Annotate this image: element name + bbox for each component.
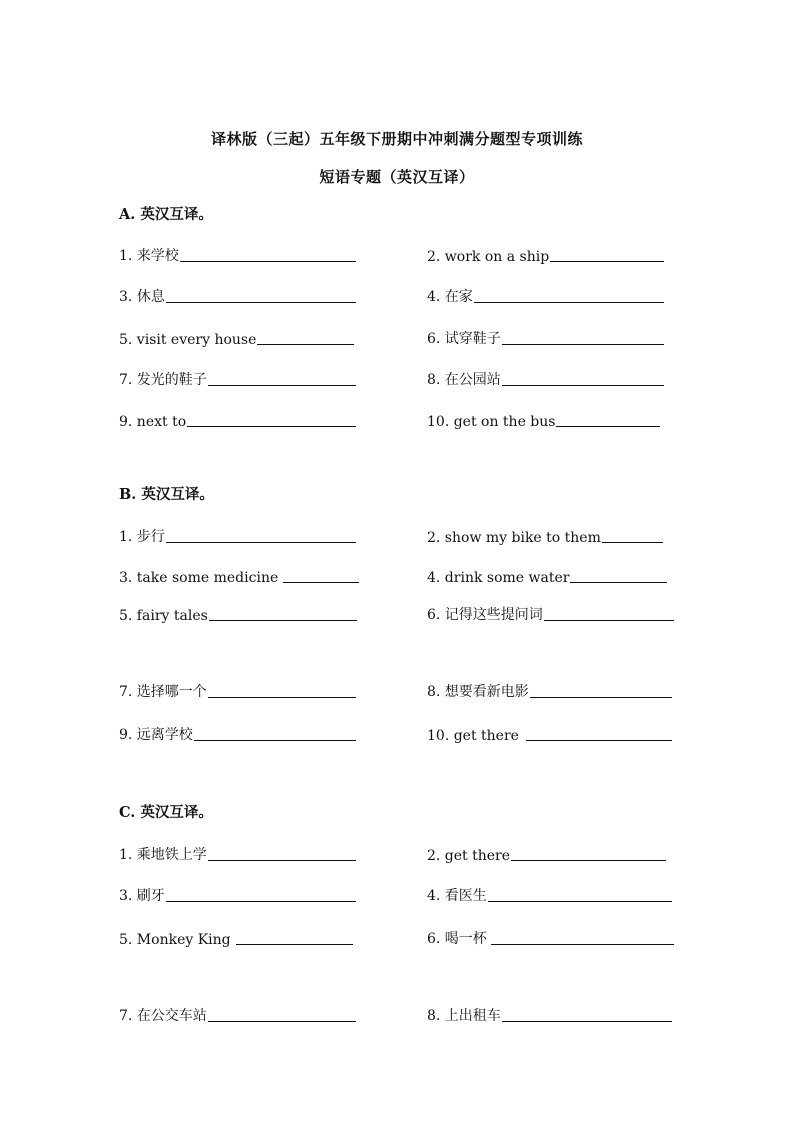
exercise-prompt: 7. 选择哪一个 (119, 684, 207, 700)
answer-blank[interactable] (166, 526, 356, 543)
exercise-prompt: 6. 试穿鞋子 (427, 331, 501, 347)
section-c-row-1 (0, 842, 794, 864)
answer-blank[interactable] (208, 369, 356, 386)
answer-blank[interactable] (208, 681, 356, 698)
exercise-prompt: 9. next to (119, 414, 187, 430)
section-a-row-5 (0, 408, 794, 430)
exercise-prompt: 1. 乘地铁上学 (119, 847, 207, 863)
exercise-item (427, 842, 666, 864)
answer-blank[interactable] (502, 369, 664, 386)
exercise-prompt: 3. 刷牙 (119, 888, 165, 904)
exercise-prompt: 6. 记得这些提问词 (427, 607, 543, 623)
exercise-item (119, 926, 353, 948)
answer-blank[interactable] (511, 844, 666, 861)
exercise-item (119, 722, 356, 744)
exercise-prompt: 9. 远离学校 (119, 727, 193, 743)
exercise-item (119, 243, 356, 265)
answer-blank[interactable] (602, 526, 663, 543)
exercise-item (119, 1003, 356, 1025)
section-a-row-3 (0, 326, 794, 348)
exercise-item (427, 284, 664, 306)
exercise-prompt: 6. 喝一杯 (427, 931, 487, 947)
exercise-item (427, 883, 672, 905)
exercise-item (119, 842, 356, 864)
exercise-prompt: 10. get on the bus (427, 414, 556, 430)
page-title: 译林版（三起）五年级下册期中冲刺满分题型专项训练 (210, 130, 583, 148)
exercise-item (427, 367, 664, 389)
answer-blank[interactable] (556, 410, 660, 427)
answer-blank[interactable] (550, 245, 664, 262)
exercise-prompt: 4. drink some water (427, 570, 570, 586)
exercise-item (427, 243, 664, 265)
section-b-row-3 (0, 602, 794, 624)
exercise-item (427, 679, 672, 701)
section-a-row-1 (0, 243, 794, 265)
section-b-heading: B. 英汉互译。 (119, 486, 214, 503)
exercise-prompt: 4. 在家 (427, 289, 473, 305)
exercise-prompt: 3. take some medicine (119, 570, 279, 586)
exercise-prompt: 4. 看医生 (427, 888, 487, 904)
exercise-item (119, 326, 354, 348)
exercise-item (427, 926, 674, 948)
answer-blank[interactable] (526, 724, 672, 741)
answer-blank[interactable] (194, 724, 356, 741)
exercise-prompt: 10. get there (427, 728, 519, 744)
answer-blank[interactable] (570, 566, 667, 583)
exercise-item (119, 564, 359, 586)
answer-blank[interactable] (180, 245, 356, 262)
exercise-item (427, 1003, 672, 1025)
section-a-row-4 (0, 367, 794, 389)
exercise-prompt: 7. 在公交车站 (119, 1008, 207, 1024)
section-b-row-1 (0, 524, 794, 546)
exercise-prompt: 1. 步行 (119, 529, 165, 545)
exercise-item (427, 602, 674, 624)
exercise-item (427, 564, 667, 586)
exercise-item (119, 524, 356, 546)
answer-blank[interactable] (166, 286, 356, 303)
exercise-item (427, 524, 663, 546)
exercise-item (119, 679, 356, 701)
section-a-row-2 (0, 284, 794, 306)
section-c-row-2 (0, 883, 794, 905)
answer-blank[interactable] (502, 328, 664, 345)
answer-blank[interactable] (544, 604, 674, 621)
exercise-item (119, 284, 356, 306)
section-b-row-4 (0, 679, 794, 701)
exercise-prompt: 5. Monkey King (119, 932, 231, 948)
exercise-prompt: 5. fairy tales (119, 608, 208, 624)
answer-blank[interactable] (488, 885, 672, 902)
answer-blank[interactable] (283, 566, 359, 583)
answer-blank[interactable] (474, 286, 664, 303)
exercise-prompt: 2. work on a ship (427, 249, 550, 265)
exercise-prompt: 8. 上出租车 (427, 1008, 501, 1024)
page-subtitle: 短语专题（英汉互译） (319, 168, 475, 186)
section-c-row-4 (0, 1003, 794, 1025)
exercise-prompt: 8. 在公园站 (427, 372, 501, 388)
section-b-row-5 (0, 722, 794, 744)
exercise-item (119, 367, 356, 389)
exercise-item (119, 408, 356, 430)
section-b-row-2 (0, 564, 794, 586)
answer-blank[interactable] (166, 885, 356, 902)
answer-blank[interactable] (502, 1005, 672, 1022)
exercise-item (119, 602, 357, 624)
exercise-item (427, 408, 660, 430)
section-c-heading: C. 英汉互译。 (119, 804, 213, 821)
exercise-prompt: 8. 想要看新电影 (427, 684, 529, 700)
exercise-item (119, 883, 356, 905)
answer-blank[interactable] (236, 928, 353, 945)
exercise-prompt: 7. 发光的鞋子 (119, 372, 207, 388)
answer-blank[interactable] (209, 604, 357, 621)
exercise-item (427, 326, 664, 348)
answer-blank[interactable] (208, 1005, 356, 1022)
exercise-prompt: 3. 休息 (119, 289, 165, 305)
exercise-prompt: 2. get there (427, 848, 511, 864)
exercise-prompt: 5. visit every house (119, 332, 257, 348)
answer-blank[interactable] (208, 844, 356, 861)
answer-blank[interactable] (530, 681, 672, 698)
exercise-item (427, 722, 672, 744)
answer-blank[interactable] (257, 328, 354, 345)
answer-blank[interactable] (187, 410, 356, 427)
answer-blank[interactable] (491, 928, 674, 945)
exercise-prompt: 1. 来学校 (119, 248, 179, 264)
section-c-row-3 (0, 926, 794, 948)
section-a-heading: A. 英汉互译。 (119, 206, 213, 223)
exercise-prompt: 2. show my bike to them (427, 530, 601, 546)
